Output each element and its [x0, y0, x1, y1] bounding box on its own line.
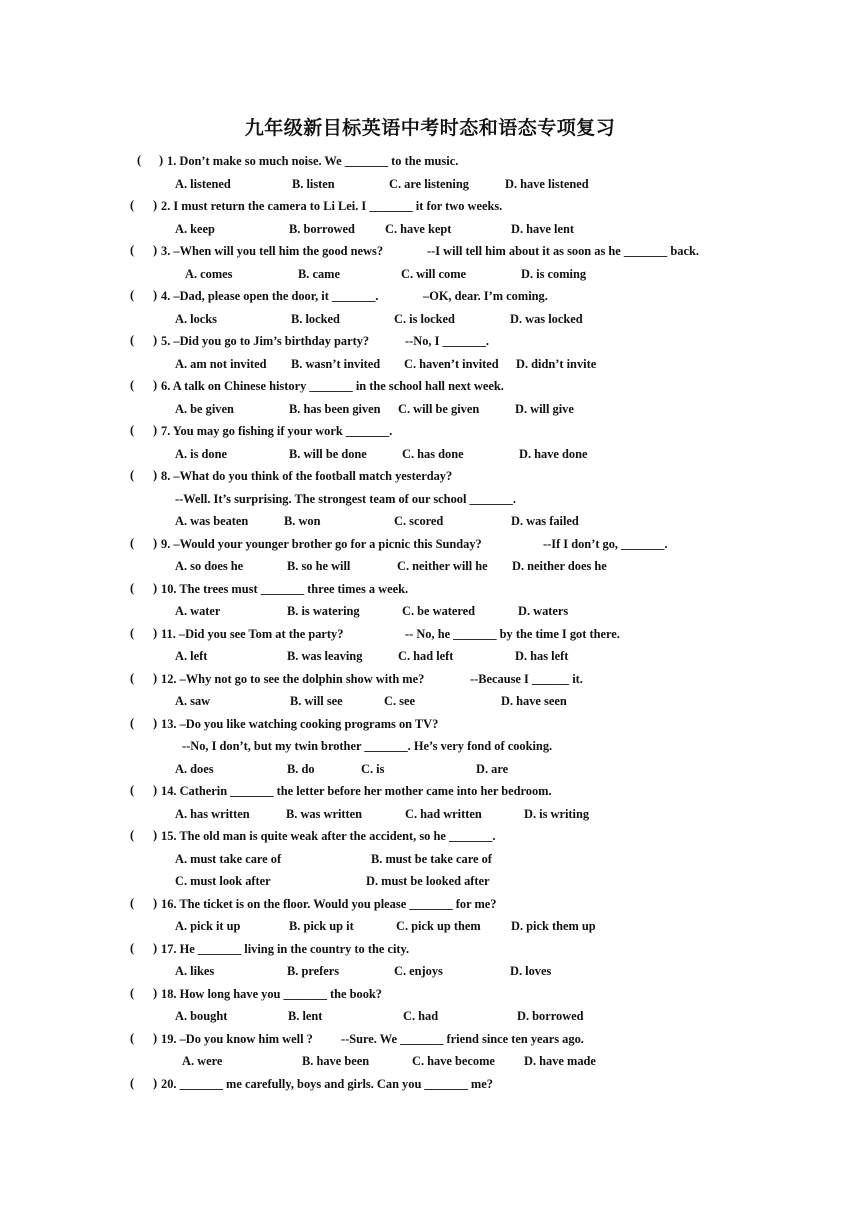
answer-blank-open[interactable]: (	[130, 535, 135, 550]
question-reply: -- No, he _______ by the time I got there.	[405, 626, 620, 641]
option-b[interactable]: B. must be take care of	[371, 851, 492, 866]
question-stem: 17. He _______ living in the country to the city.	[161, 941, 410, 956]
option-b[interactable]: B. listen	[292, 176, 335, 191]
question-stem: 8. –What do you think of the football match yesterday?	[161, 469, 453, 483]
option-d[interactable]: D. neither does he	[512, 559, 607, 573]
question-stem: 20. _______ me carefully, boys and girls. Can you _______ me?	[161, 1076, 493, 1091]
option-c[interactable]: C. enjoys	[394, 964, 443, 978]
question-reply: --Because I ______ it.	[470, 671, 583, 686]
answer-blank-close: )	[153, 580, 158, 595]
question-stem: 19. –Do you know him well ?	[161, 1031, 313, 1046]
option-d[interactable]: D. was locked	[510, 311, 583, 326]
option-c[interactable]: C. have become	[412, 1054, 495, 1068]
option-c[interactable]: C. pick up them	[396, 919, 481, 933]
question-stem: 6. A talk on Chinese history _______ in the school hall next week.	[161, 379, 504, 393]
option-d[interactable]: D. didn’t invite	[516, 356, 597, 371]
answer-blank-open[interactable]: (	[130, 670, 135, 685]
question-stem: 13. –Do you like watching cooking programs on TV?	[161, 716, 439, 731]
answer-blank-open[interactable]: (	[130, 985, 135, 1000]
page-title: 九年级新目标英语中考时态和语态专项复习	[244, 117, 616, 139]
option-a[interactable]: A. be given	[175, 401, 234, 416]
option-c[interactable]: C. had	[403, 1009, 439, 1023]
answer-blank-open[interactable]: (	[130, 580, 135, 595]
option-b[interactable]: B. so he will	[287, 559, 351, 573]
answer-blank-open[interactable]: (	[130, 468, 135, 482]
answer-blank-open[interactable]: (	[130, 625, 135, 640]
option-b[interactable]: B. was written	[286, 806, 363, 821]
question-reply: –OK, dear. I’m coming.	[423, 289, 548, 303]
option-d[interactable]: D. loves	[510, 964, 552, 978]
option-a[interactable]: A. saw	[175, 694, 211, 708]
option-b[interactable]: B. pick up it	[289, 919, 354, 933]
option-c[interactable]: C. is locked	[394, 311, 455, 326]
answer-blank-close: )	[153, 333, 158, 347]
option-b[interactable]: B. is watering	[287, 604, 360, 618]
option-a[interactable]: A. is done	[175, 446, 227, 461]
answer-blank-open[interactable]: (	[130, 783, 135, 797]
option-d[interactable]: D. was failed	[511, 514, 579, 528]
option-a[interactable]: A. likes	[175, 964, 215, 978]
answer-blank-open[interactable]: (	[130, 243, 135, 257]
answer-blank-close: )	[153, 423, 158, 437]
option-c[interactable]: C. has done	[402, 446, 464, 461]
option-b[interactable]: B. lent	[288, 1009, 323, 1023]
option-d[interactable]: D. borrowed	[517, 1009, 584, 1023]
option-d[interactable]: D. have made	[524, 1054, 596, 1068]
option-c[interactable]: C. is	[361, 761, 385, 776]
option-d[interactable]: D. is writing	[524, 806, 590, 821]
option-d[interactable]: D. must be looked after	[366, 874, 490, 888]
option-a[interactable]: A. left	[175, 649, 208, 663]
answer-blank-open[interactable]: (	[130, 288, 135, 302]
answer-blank-open[interactable]: (	[137, 153, 142, 167]
option-d[interactable]: D. have lent	[511, 221, 574, 236]
answer-blank-close: )	[153, 783, 158, 797]
answer-blank-open[interactable]: (	[130, 828, 135, 842]
option-c[interactable]: C. had written	[405, 806, 482, 821]
option-a[interactable]: A. water	[175, 604, 221, 618]
answer-blank-close: )	[153, 378, 158, 392]
question-stem: 16. The ticket is on the floor. Would you please _______ for me?	[161, 896, 497, 911]
option-c[interactable]: C. had left	[398, 649, 454, 663]
question-stem: 7. You may go fishing if your work _______.	[161, 424, 393, 438]
question-stem: 1. Don’t make so much noise. We _______ to the music.	[167, 154, 459, 168]
option-d[interactable]: D. are	[476, 761, 509, 776]
option-a[interactable]: A. so does he	[175, 559, 244, 573]
answer-blank-close: )	[153, 895, 158, 910]
answer-blank-open[interactable]: (	[130, 940, 135, 955]
answer-blank-close: )	[153, 625, 158, 640]
question-reply: --If I don’t go, _______.	[543, 536, 668, 551]
answer-blank-close: )	[153, 288, 158, 302]
question-reply: --I will tell him about it as soon as he _______ back.	[427, 244, 699, 258]
option-a[interactable]: A. does	[175, 761, 214, 776]
answer-blank-close: )	[153, 985, 158, 1000]
question-stem: 15. The old man is quite weak after the accident, so he _______.	[161, 829, 496, 843]
option-b[interactable]: B. have been	[302, 1054, 370, 1068]
option-b[interactable]: B. locked	[291, 311, 340, 326]
question-stem: 14. Catherin _______ the letter before her mother came into her bedroom.	[161, 784, 552, 798]
option-b[interactable]: B. borrowed	[289, 221, 355, 236]
question-stem: 18. How long have you _______ the book?	[161, 986, 382, 1001]
question-stem: 2. I must return the camera to Li Lei. I _______ it for two weeks.	[161, 199, 503, 213]
option-a[interactable]: A. locks	[175, 311, 217, 326]
answer-blank-close: )	[153, 468, 158, 482]
answer-blank-open[interactable]: (	[130, 423, 135, 437]
option-d[interactable]: D. have seen	[501, 694, 567, 708]
answer-blank-close: )	[153, 535, 158, 550]
option-b[interactable]: B. was leaving	[287, 649, 363, 663]
answer-blank-close: )	[153, 198, 158, 212]
option-c[interactable]: C. see	[384, 694, 415, 708]
answer-blank-close: )	[153, 1075, 158, 1090]
question-reply: --Sure. We _______ friend since ten years ago.	[341, 1031, 584, 1046]
question-stem-line2: --No, I don’t, but my twin brother _______. He’s very fond of cooking.	[182, 739, 553, 753]
option-d[interactable]: D. have listened	[505, 176, 589, 191]
option-b[interactable]: B. won	[284, 514, 321, 528]
question-stem: 9. –Would your younger brother go for a picnic this Sunday?	[161, 536, 482, 551]
option-d[interactable]: D. is coming	[521, 266, 587, 281]
option-a[interactable]: A. keep	[175, 221, 215, 236]
answer-blank-open[interactable]: (	[130, 715, 135, 730]
option-a[interactable]: A. has written	[175, 806, 250, 821]
option-b[interactable]: B. came	[298, 266, 340, 281]
answer-blank-close: )	[153, 243, 158, 257]
option-c[interactable]: C. have kept	[385, 221, 452, 236]
option-c[interactable]: C. will come	[401, 266, 467, 281]
option-a[interactable]: A. comes	[185, 266, 233, 281]
option-b[interactable]: B. will see	[290, 694, 343, 708]
option-a[interactable]: A. pick it up	[175, 919, 241, 933]
option-c[interactable]: C. neither will he	[397, 559, 488, 573]
option-b[interactable]: B. wasn’t invited	[291, 356, 381, 371]
answer-blank-open[interactable]: (	[130, 1030, 135, 1045]
option-d[interactable]: D. pick them up	[511, 919, 596, 933]
option-d[interactable]: D. has left	[515, 649, 569, 663]
option-b[interactable]: B. has been given	[289, 401, 381, 416]
question-stem: 3. –When will you tell him the good news?	[161, 244, 384, 258]
option-c[interactable]: C. scored	[394, 514, 444, 528]
option-c[interactable]: C. will be given	[398, 401, 480, 416]
answer-blank-open[interactable]: (	[130, 198, 135, 212]
question-reply: --No, I _______.	[405, 334, 489, 348]
answer-blank-open[interactable]: (	[130, 378, 135, 392]
question-stem: 11. –Did you see Tom at the party?	[161, 626, 344, 641]
option-a[interactable]: A. listened	[175, 176, 231, 191]
option-b[interactable]: B. will be done	[289, 446, 367, 461]
question-stem: 4. –Dad, please open the door, it _______.	[161, 289, 379, 303]
answer-blank-close: )	[159, 153, 164, 167]
answer-blank-close: )	[153, 940, 158, 955]
option-c[interactable]: C. must look after	[175, 874, 271, 888]
option-d[interactable]: D. have done	[519, 446, 588, 461]
option-b[interactable]: B. do	[287, 761, 315, 776]
option-a[interactable]: A. was beaten	[175, 514, 249, 528]
option-d[interactable]: D. waters	[518, 604, 569, 618]
option-c[interactable]: C. haven’t invited	[404, 356, 499, 371]
answer-blank-open[interactable]: (	[130, 1075, 135, 1090]
answer-blank-close: )	[153, 715, 158, 730]
question-stem-line2: --Well. It’s surprising. The strongest team of our school _______.	[175, 491, 516, 506]
answer-blank-close: )	[153, 828, 158, 842]
option-d[interactable]: D. will give	[515, 401, 574, 416]
option-a[interactable]: A. must take care of	[175, 851, 282, 866]
answer-blank-open[interactable]: (	[130, 895, 135, 910]
question-stem: 5. –Did you go to Jim’s birthday party?	[161, 334, 370, 348]
option-a[interactable]: A. were	[182, 1054, 223, 1068]
question-stem: 10. The trees must _______ three times a week.	[161, 581, 409, 596]
option-c[interactable]: C. are listening	[389, 176, 469, 191]
answer-blank-close: )	[153, 1030, 158, 1045]
question-stem: 12. –Why not go to see the dolphin show with me?	[161, 671, 425, 686]
answer-blank-close: )	[153, 670, 158, 685]
answer-blank-open[interactable]: (	[130, 333, 135, 347]
option-c[interactable]: C. be watered	[402, 604, 476, 618]
option-b[interactable]: B. prefers	[287, 964, 340, 978]
option-a[interactable]: A. bought	[175, 1009, 228, 1023]
option-a[interactable]: A. am not invited	[175, 356, 267, 371]
